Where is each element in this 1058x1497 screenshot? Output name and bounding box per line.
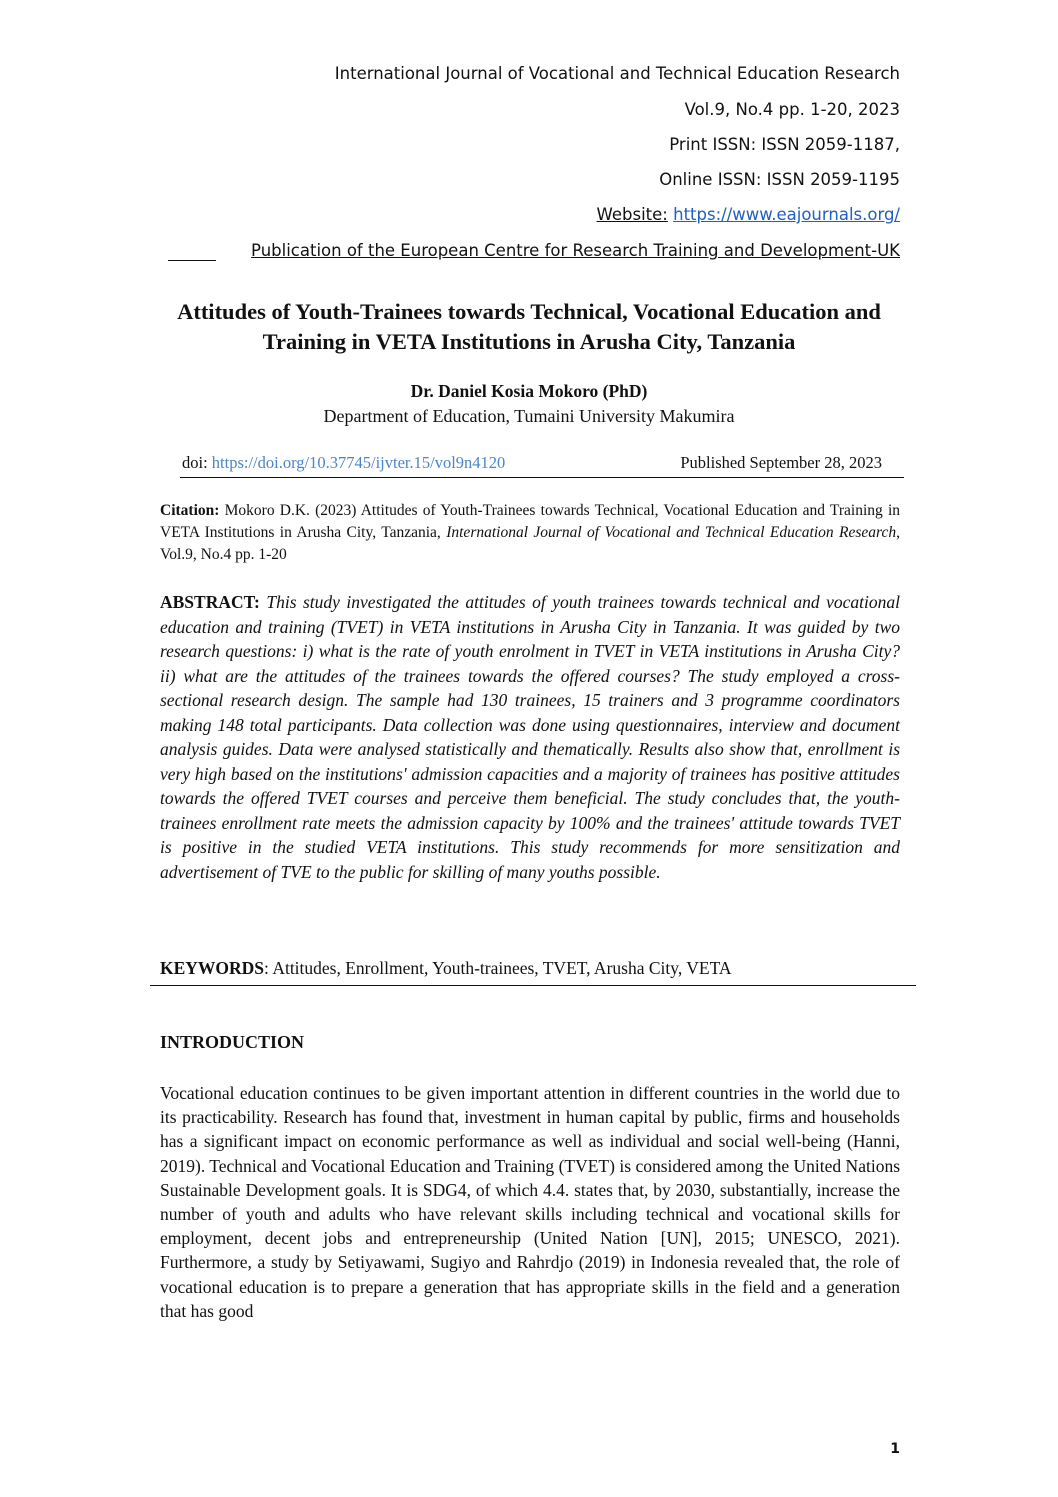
doi-link[interactable]: https://doi.org/10.37745/ijvter.15/vol9n4120 — [211, 453, 506, 472]
journal-name: International Journal of Vocational and Technical Education Research — [334, 64, 900, 83]
volume-info: Vol.9, No.4 pp. 1-20, 2023 — [684, 100, 900, 119]
abstract-block — [160, 590, 900, 884]
introduction-text: Vocational education continues to be given important attention in different countries in the world due to its practicability. Research has found that, investment in human capital by public, firms and households has a significant impact on economic performance as well as individual and social well-being (Hanni, 2019). Technical and Vocational Education and Training (TVET) is considered among the United Nations Sustainable Development goals. It is SDG4, of which 4.4. states that, by 2030, substantially, increase the number of youth and adults who have relevant skills including technical and vocational skills for employment, decent jobs and entrepreneurship (United Nation [UN], 2015; UNESCO, 2021). Furthermore, a study by Setiyawami, Sugiyo and Rahrdjo (2019) in Indonesia revealed that, the role of vocational education is to prepare a generation that has appropriate skills in the field and a generation that has good — [160, 1083, 900, 1321]
keywords-rule — [150, 985, 916, 986]
doi-label: doi: — [182, 453, 208, 472]
print-issn: Print ISSN: ISSN 2059-1187, — [669, 135, 900, 154]
keywords-text: : Attitudes, Enrollment, Youth-trainees, TVET, Arusha City, VETA — [264, 958, 732, 978]
doi-row — [182, 453, 898, 473]
author-name: Dr. Daniel Kosia Mokoro (PhD) — [410, 381, 648, 401]
website-line — [597, 205, 900, 224]
website-label: Website: — [596, 205, 668, 224]
doi-rule — [180, 477, 904, 478]
publisher-line: Publication of the European Centre for Research Training and Development-UK — [251, 241, 900, 260]
page-number: 1 — [890, 1441, 900, 1457]
introduction-heading: INTRODUCTION — [160, 1032, 305, 1052]
article-title: Attitudes of Youth-Trainees towards Technical, Vocational Education and Training in VETA Institutions in Arusha City, Tanzania — [177, 299, 881, 354]
citation-label: Citation: — [160, 502, 220, 519]
header-rule — [168, 260, 216, 261]
published-date: Published September 28, 2023 — [680, 453, 882, 472]
website-link[interactable]: https://www.eajournals.org/ — [673, 205, 900, 224]
online-issn: Online ISSN: ISSN 2059-1195 — [659, 170, 900, 189]
author-affiliation: Department of Education, Tumaini University Makumira — [323, 406, 735, 426]
keywords-block — [160, 958, 900, 979]
citation-tail: , Vol.9, No.4 pp. 1-20 — [160, 524, 900, 563]
citation-block — [160, 500, 900, 566]
citation-journal: International Journal of Vocational and Technical Education Research — [446, 524, 897, 541]
keywords-label: KEYWORDS — [160, 958, 265, 978]
citation-text: Mokoro D.K. (2023) Attitudes of Youth-Trainees towards Technical, Vocational Education and Training in VETA Institutions in Arusha City, Tanzania, — [160, 502, 901, 541]
abstract-text: This study investigated the attitudes of youth trainees towards technical and vocational education and training (TVET) in VETA institutions in Arusha City in Tanzania. It was guided by two research questions: i) what is the rate of youth enrolment in TVET in VETA institutions in Arusha City? ii) what are the attitudes of the trainees towards the offered courses? The study employed a cross-sectional research design. The sample had 130 trainees, 15 trainers and 3 programme coordinators making 148 total participants. Data collection was done using questionnaires, interview and document analysis guides. Data were analysed statistically and thematically. Results also show that, enrollment is very high based on the institutions' admission capacities and a majority of trainees has positive attitudes towards the offered TVET courses and perceive them beneficial. The study concludes that, the youth-trainees enrollment rate meets the admission capacity by 100% and the trainees' attitude towards TVET is positive in the studied VETA institutions. This study recommends for more sensitization and advertisement of TVE to the public for skilling of many youths possible. — [160, 592, 900, 882]
abstract-label: ABSTRACT: — [160, 592, 260, 612]
